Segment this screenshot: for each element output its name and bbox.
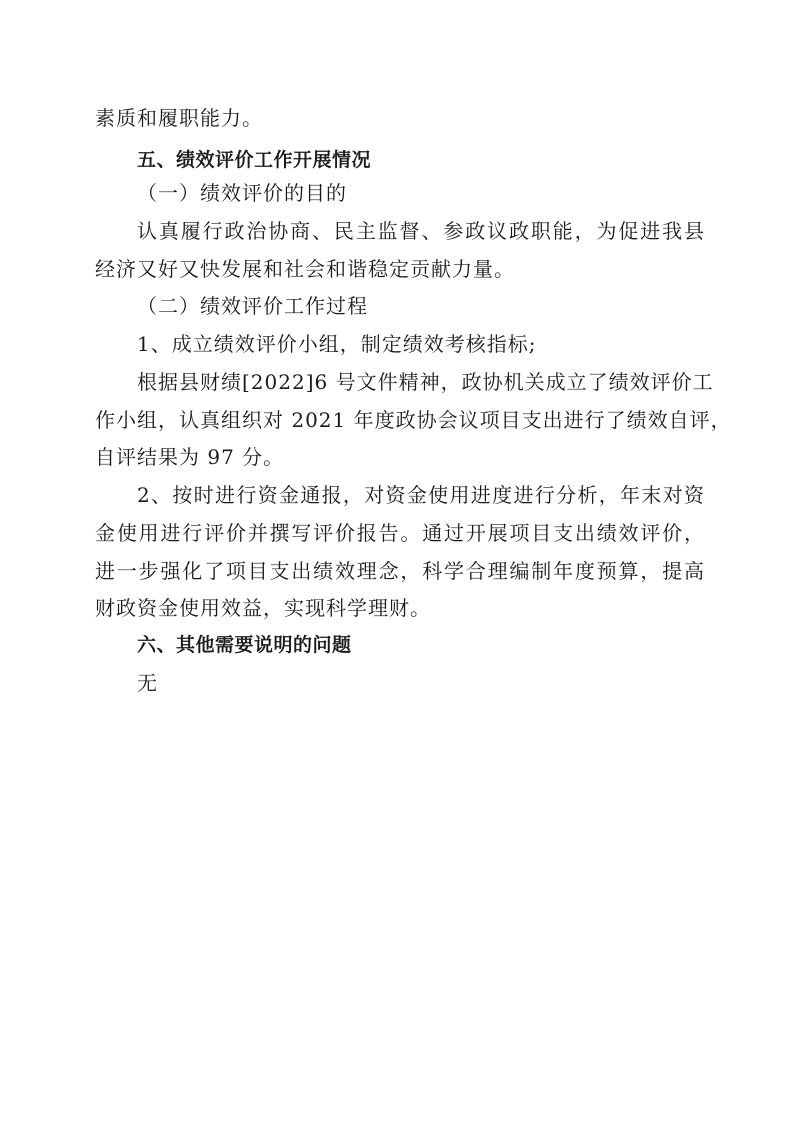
subsection-heading-purpose: （一）绩效评价的目的 <box>137 181 347 205</box>
section-body-none: 无 <box>137 671 158 695</box>
step-heading-1: 1、成立绩效评价小组，制定绩效考核指标; <box>137 332 537 356</box>
paragraph-line: 认真履行政治协商、民主监督、参政议政职能，为促进我县 <box>137 219 705 243</box>
subsection-heading-process: （二）绩效评价工作过程 <box>137 294 368 318</box>
continuation-text: 素质和履职能力。 <box>95 106 263 130</box>
paragraph-line: 财政资金使用效益，实现科学理财。 <box>95 596 431 620</box>
paragraph-line: 2、按时进行资金通报，对资金使用进度进行分析，年末对资 <box>137 483 705 507</box>
paragraph-line: 作小组，认真组织对 2021 年度政协会议项目支出进行了绩效自评， <box>95 408 732 432</box>
paragraph-line: 经济又好又快发展和社会和谐稳定贡献力量。 <box>95 257 515 281</box>
paragraph-line: 自评结果为 97 分。 <box>95 445 285 469</box>
section-heading-6: 六、其他需要说明的问题 <box>137 634 352 656</box>
section-heading-5: 五、绩效评价工作开展情况 <box>137 149 372 171</box>
paragraph-line: 进一步强化了项目支出绩效理念，科学合理编制年度预算，提高 <box>95 559 705 583</box>
paragraph-line: 金使用进行评价并撰写评价报告。通过开展项目支出绩效评价， <box>95 521 705 545</box>
paragraph-line: 根据县财绩[2022]6 号文件精神，政协机关成立了绩效评价工 <box>137 370 714 394</box>
